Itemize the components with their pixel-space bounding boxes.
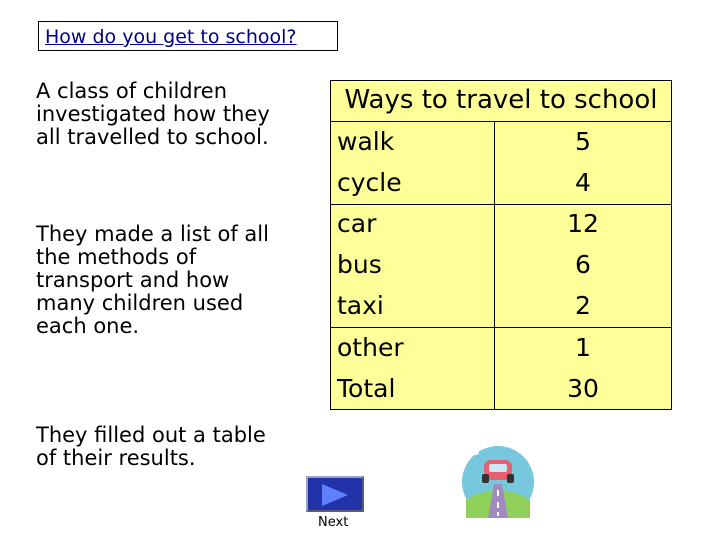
next-button-label: Next [318, 515, 349, 530]
table-row [331, 123, 671, 164]
table-cell-value: 4 [575, 168, 591, 197]
table-cell-value: 5 [575, 127, 591, 156]
table-cell-label: walk [337, 127, 395, 156]
table-cell-value: 30 [567, 374, 599, 403]
table-cell-label: bus [337, 250, 382, 279]
title-box [38, 21, 338, 51]
table-cell-label: cycle [337, 168, 402, 197]
table-row [331, 246, 671, 287]
table-cell-label: taxi [337, 291, 384, 320]
travel-table [330, 80, 672, 410]
table-row [331, 164, 671, 205]
table-cell-value: 6 [575, 250, 591, 279]
table-cell-value: 1 [575, 333, 591, 362]
table-cell-label: car [337, 209, 377, 238]
table-title: Ways to travel to school [344, 85, 658, 115]
car-clipart-icon [458, 440, 538, 520]
page-title[interactable]: How do you get to school? [45, 26, 297, 48]
table-cell-value: 2 [575, 291, 591, 320]
method-paragraph: They made a list of all the methods of transport and how many children used each one. [36, 222, 269, 338]
intro-paragraph: A class of children investigated how they all travelled to school. [36, 79, 270, 149]
table-row [331, 205, 671, 246]
next-button[interactable] [306, 476, 364, 512]
table-cell-label: other [337, 333, 404, 362]
table-cell-label: Total [337, 374, 396, 403]
table-cell-value: 12 [567, 209, 599, 238]
table-row [331, 329, 671, 370]
result-paragraph: They filled out a table of their results. [36, 423, 266, 470]
table-row [331, 370, 671, 411]
play-arrow-icon [322, 484, 348, 506]
table-row [331, 287, 671, 328]
table-header-divider [331, 121, 671, 122]
